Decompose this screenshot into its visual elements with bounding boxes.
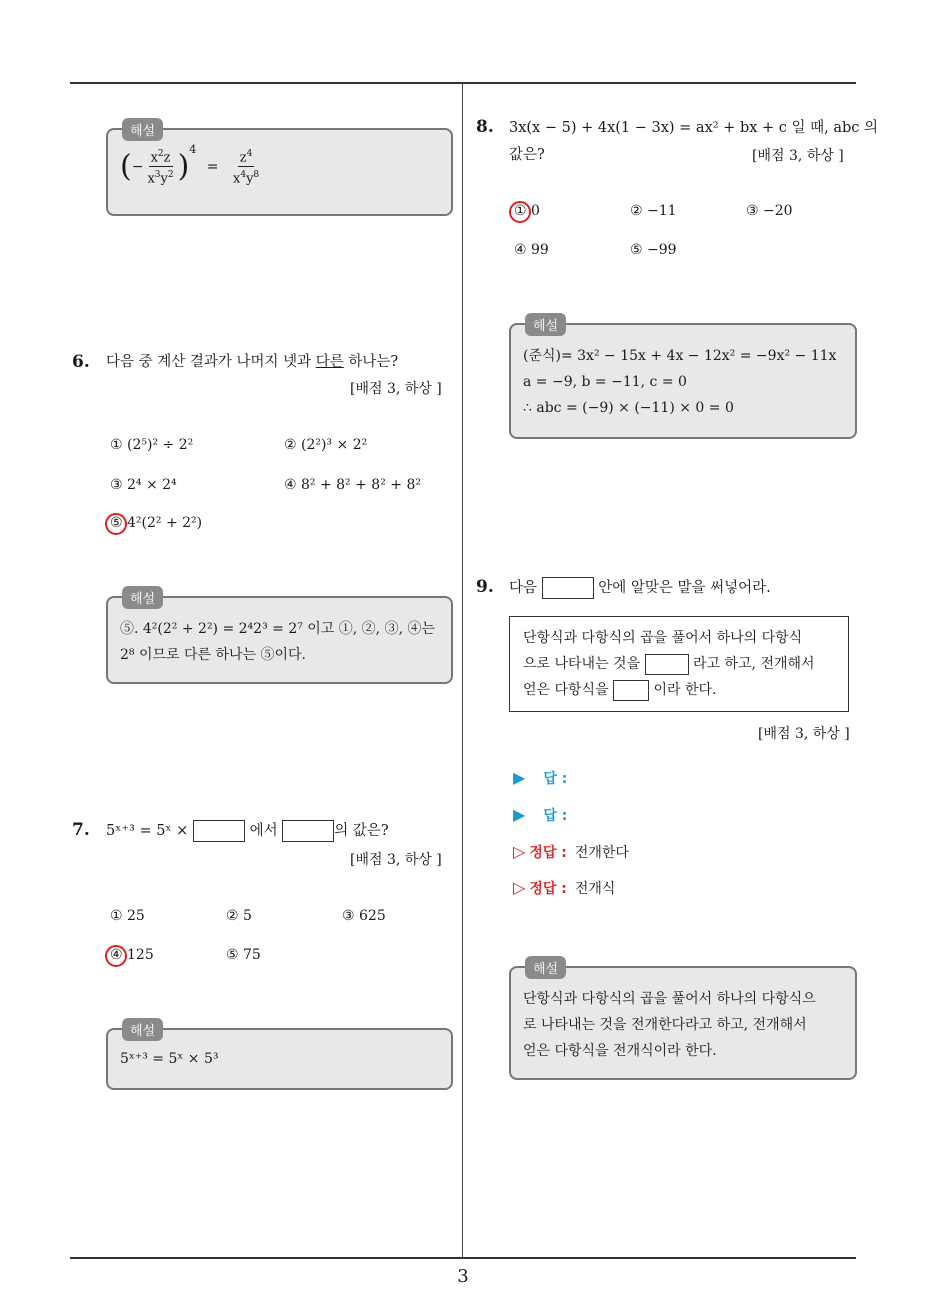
- q9-blank-1: [645, 654, 689, 675]
- solution-q8-line-3: ∴ abc = (−9) × (−11) × 0 = 0: [523, 400, 734, 416]
- q9-statement-box: [509, 616, 849, 712]
- q9-box-line-3: 얻은 다항식을 이라 한다.: [523, 677, 815, 703]
- q8-option-5[interactable]: ⑤ −99: [630, 242, 677, 258]
- q6-option-2[interactable]: ② (2²)³ × 2²: [284, 437, 368, 453]
- question-8-number: 8.: [476, 117, 494, 137]
- solution-box-q7: [106, 1024, 453, 1090]
- solution-q6-line-2: 2⁸ 이므로 다른 하나는 ⑤이다.: [120, 647, 307, 663]
- q8-answer-circle: [509, 201, 531, 223]
- solution-tag: 해설: [122, 1018, 163, 1041]
- question-6-number: 6.: [72, 352, 90, 372]
- solution-box-q8: [509, 319, 857, 439]
- solution-box-q6: [106, 592, 453, 684]
- q8-option-4[interactable]: ④ 99: [514, 242, 549, 258]
- solution-q6-line-1: ⑤. 4²(2² + 2²) = 2⁴2³ = 2⁷ 이고 ①, ②, ③, ④는: [120, 621, 436, 637]
- solution-q9-line-1: 단항식과 다항식의 곱을 풀어서 하나의 다항식으: [523, 991, 816, 1007]
- q7-blank-1: [193, 820, 245, 842]
- solution-q8-line-2: a = −9, b = −11, c = 0: [523, 374, 687, 390]
- q9-prompt-blank: [542, 577, 594, 599]
- question-7-text: 5ˣ⁺³ = 5ˣ × 에서 의 값은?: [106, 818, 389, 844]
- q7-option-3[interactable]: ③ 625: [342, 908, 386, 924]
- q7-blank-2: [282, 820, 334, 842]
- outline-triangle-icon: ▷: [513, 878, 526, 897]
- q9-box-line-1: 단항식과 다항식의 곱을 풀어서 하나의 다항식: [523, 630, 803, 646]
- q7-option-1[interactable]: ① 25: [110, 908, 145, 924]
- q9-correct-answer-2: ▷ 정답 : 전개식: [513, 878, 616, 897]
- solution-q9-line-2: 로 나타내는 것을 전개한다라고 하고, 전개해서: [523, 1017, 807, 1033]
- page-number: 3: [457, 1266, 469, 1287]
- q8-option-1[interactable]: ① 0: [514, 203, 540, 219]
- question-9-number: 9.: [476, 577, 494, 597]
- question-7-number: 7.: [72, 820, 90, 840]
- solution-q9-line-3: 얻은 다항식을 전개식이라 한다.: [523, 1043, 717, 1059]
- q6-answer-circle: [105, 513, 127, 535]
- q9-answer-row-1: ▶ 답 :: [513, 768, 568, 787]
- q7-option-2[interactable]: ② 5: [226, 908, 252, 924]
- question-8-line-2: 값은?: [509, 147, 545, 163]
- q7-option-5[interactable]: ⑤ 75: [226, 947, 261, 963]
- bottom-rule: [70, 1257, 856, 1259]
- formula-exponent: 4: [189, 143, 197, 157]
- question-8-line-1: 3x(x − 5) + 4x(1 − 3x) = ax² + bx + c 일 때, abc 의: [509, 120, 878, 136]
- solution-q8-line-1: (준식)= 3x² − 15x + 4x − 12x² = −9x² − 11x: [523, 348, 837, 364]
- q9-correct-answer-1: ▷ 정답 : 전개한다: [513, 842, 629, 861]
- q6-option-1[interactable]: ① (2⁵)² ÷ 2²: [110, 437, 194, 453]
- solution-tag: 해설: [122, 118, 163, 141]
- solution-tag: 해설: [525, 313, 566, 336]
- q6-option-5[interactable]: ⑤ 4²(2² + 2²): [110, 515, 203, 531]
- q6-option-3[interactable]: ③ 2⁴ × 2⁴: [110, 477, 177, 493]
- solution-formula-q5: (− $\frac{x^2z}{x^3y^2}$ )$^4$ = $\frac{z^4}{x^4y^8}$: [120, 143, 260, 187]
- solution-q7-line-1: 5ˣ⁺³ = 5ˣ × 5³: [120, 1051, 219, 1067]
- q6-option-4[interactable]: ④ 8² + 8² + 8² + 8²: [284, 477, 421, 493]
- q7-answer-circle: [105, 945, 127, 967]
- q9-box-line-2: 으로 나타내는 것을 라고 하고, 전개해서: [523, 651, 815, 677]
- q7-option-4[interactable]: ④ 125: [110, 947, 154, 963]
- top-rule: [70, 82, 856, 84]
- solution-box-q9: [509, 962, 857, 1080]
- question-7-score: [배점 3, 하상 ]: [350, 852, 442, 868]
- question-9-score: [배점 3, 하상 ]: [758, 726, 850, 742]
- solution-tag: 해설: [525, 956, 566, 979]
- play-triangle-icon: ▶: [513, 805, 526, 824]
- question-6-text: 다음 중 계산 결과가 나머지 넷과 다른 하나는?: [106, 354, 399, 370]
- q8-option-3[interactable]: ③ −20: [746, 203, 793, 219]
- solution-box-q5: [106, 124, 453, 216]
- column-divider: [462, 83, 463, 1258]
- solution-tag: 해설: [122, 586, 163, 609]
- outline-triangle-icon: ▷: [513, 842, 526, 861]
- q8-option-2[interactable]: ② −11: [630, 203, 677, 219]
- question-9-text: 다음 안에 알맞은 말을 써넣어라.: [509, 575, 771, 601]
- question-8-score: [배점 3, 하상 ]: [752, 148, 844, 164]
- question-6-score: [배점 3, 하상 ]: [350, 381, 442, 397]
- q9-answer-row-2: ▶ 답 :: [513, 805, 568, 824]
- play-triangle-icon: ▶: [513, 768, 526, 787]
- q9-blank-2: [613, 680, 649, 701]
